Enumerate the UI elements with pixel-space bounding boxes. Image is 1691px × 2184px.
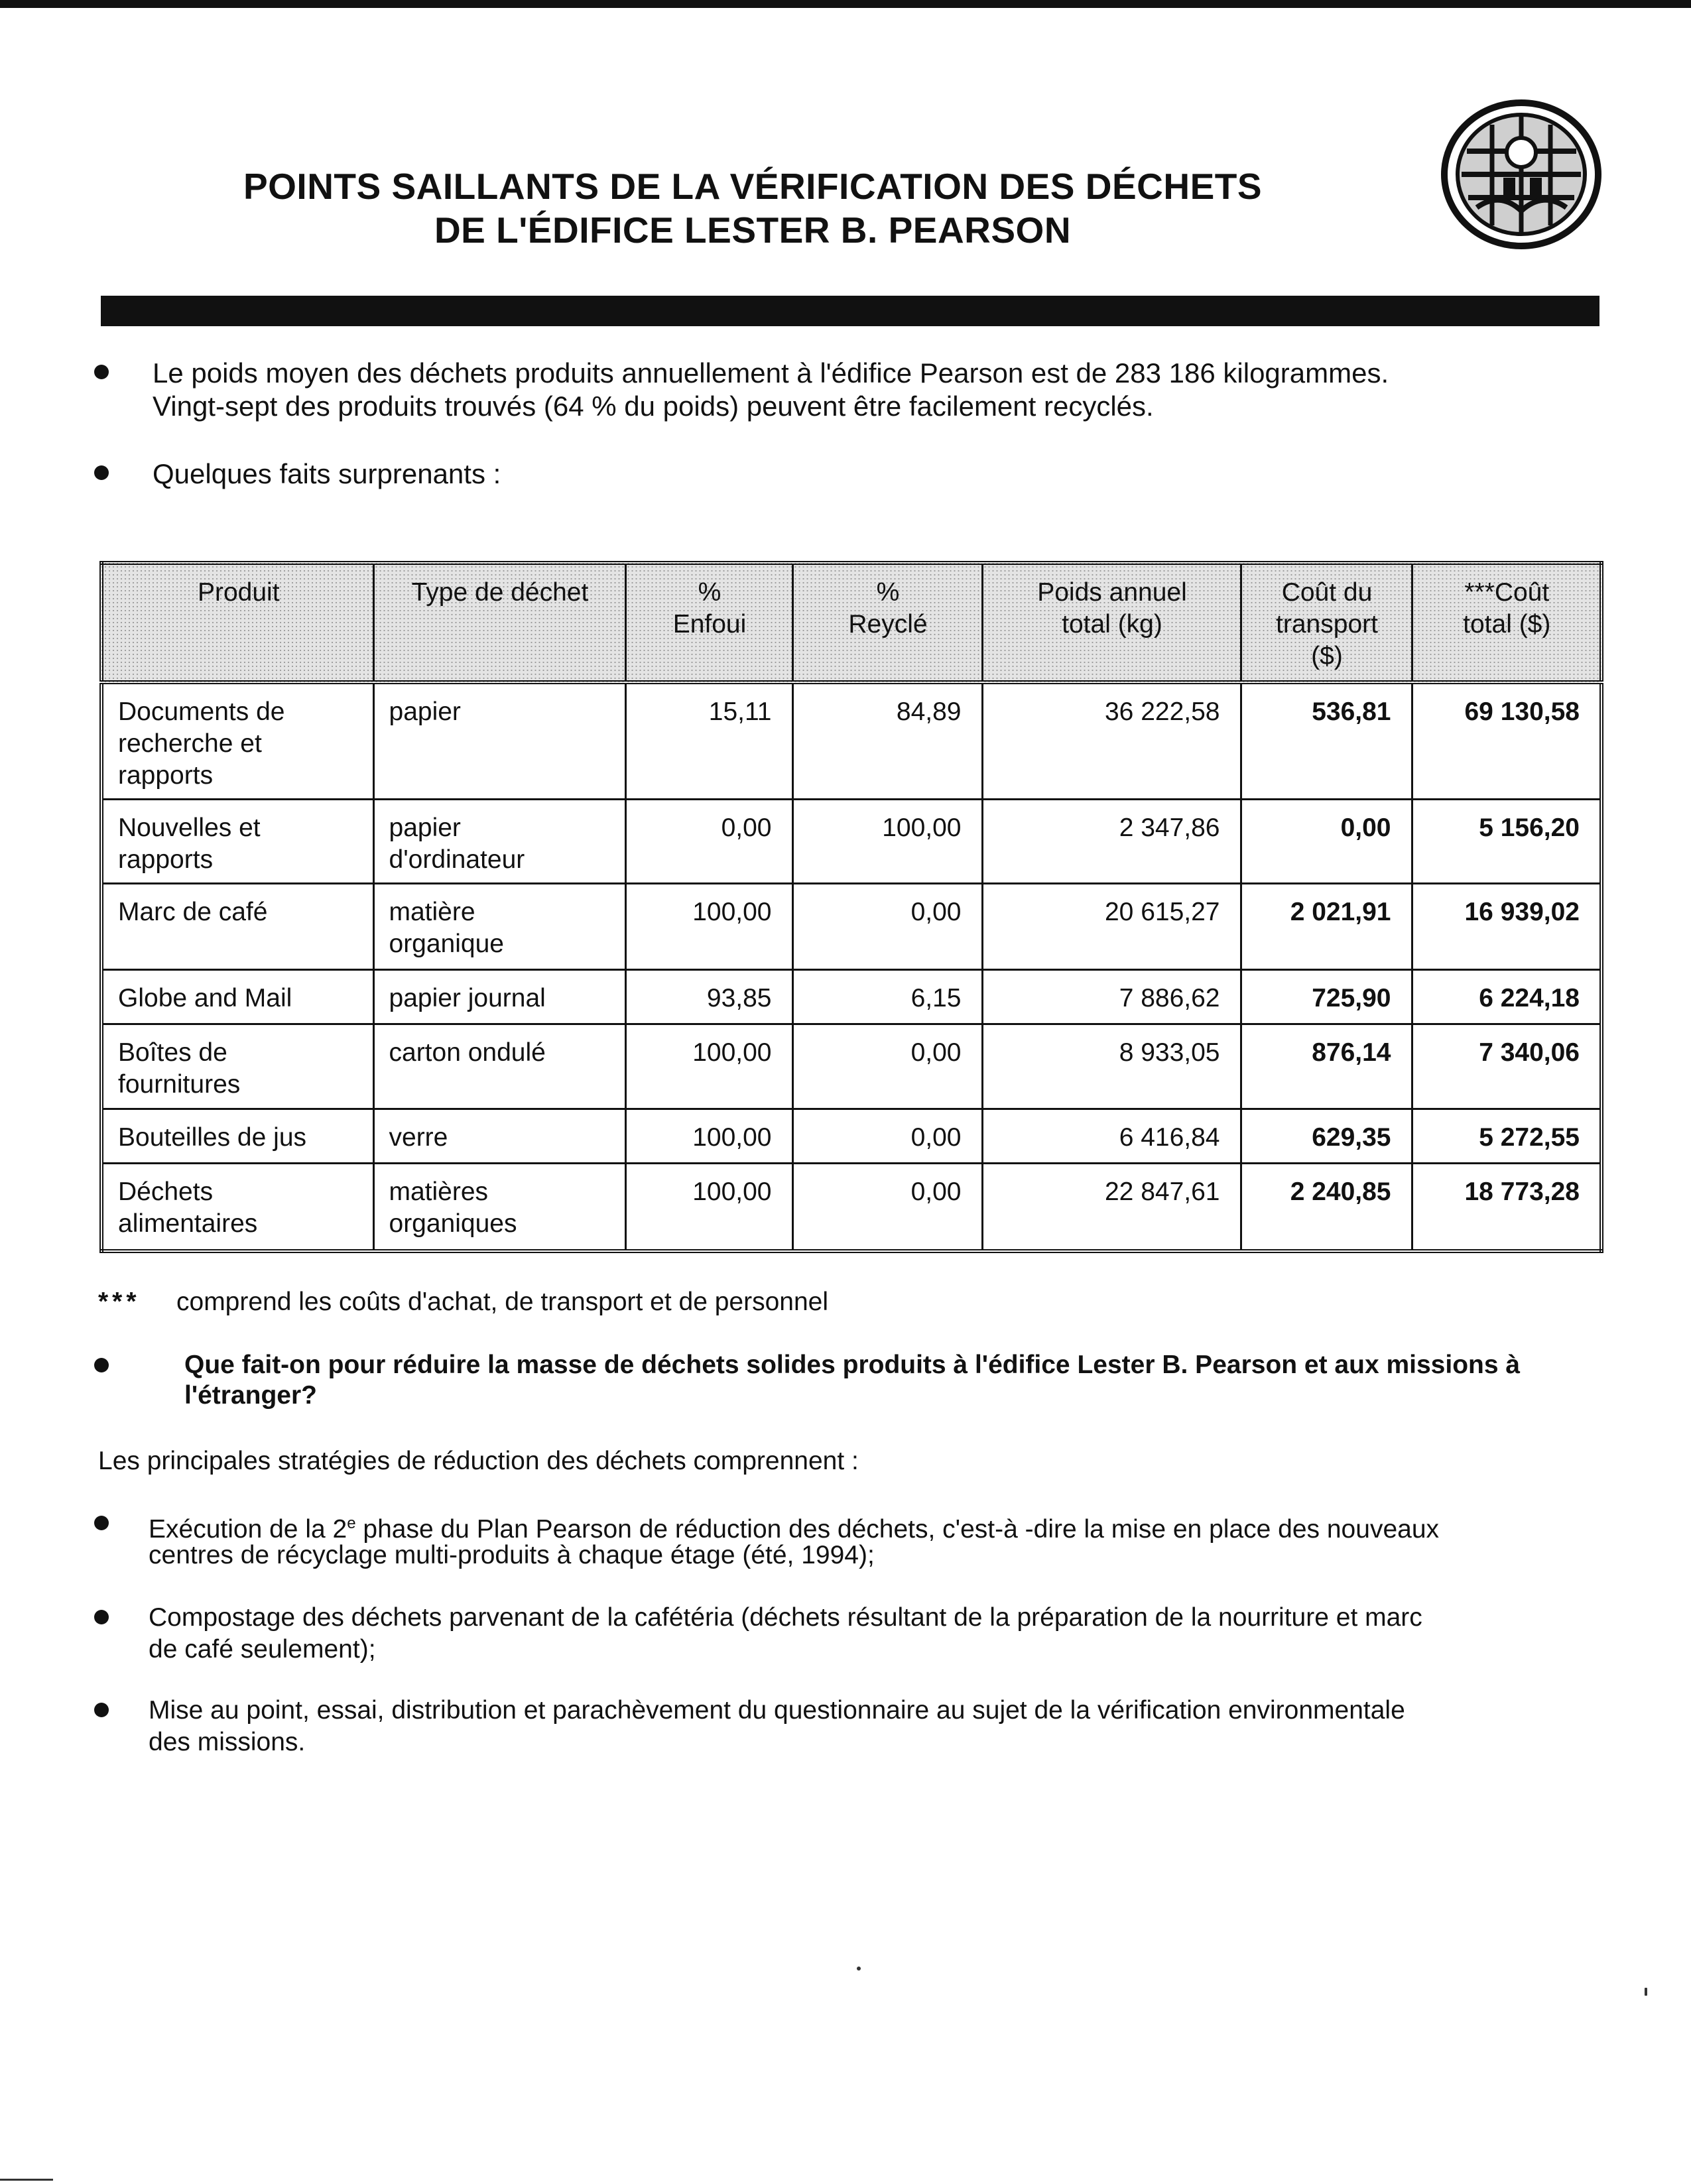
scan-speck	[1645, 1988, 1647, 1996]
strategy-3-line-2: des missions.	[149, 1728, 306, 1756]
cell-produit: Déchets alimentaires	[101, 1164, 373, 1251]
table-header-row	[101, 563, 1601, 682]
cell-transport: 629,35	[1241, 1109, 1412, 1164]
cell-poids: 20 615,27	[982, 884, 1241, 970]
scan-edge-mark	[0, 2179, 53, 2181]
table-row	[101, 884, 1601, 970]
cell-transport: 876,14	[1241, 1024, 1412, 1109]
table-row	[101, 1109, 1601, 1164]
question-line-1: Que fait-on pour réduire la masse de déchets solides produits à l'édifice Lester B. Pearson et aux missions à	[184, 1351, 1521, 1379]
cell-total: 16 939,02	[1412, 884, 1601, 970]
cell-poids: 8 933,05	[982, 1024, 1241, 1109]
cell-total: 18 773,28	[1412, 1164, 1601, 1251]
header-cout-transport: Coût du transport ($)	[1241, 563, 1412, 682]
cell-transport: 725,90	[1241, 970, 1412, 1024]
cell-total: 7 340,06	[1412, 1024, 1601, 1109]
cell-enfoui: 100,00	[625, 1164, 792, 1251]
cell-produit: Boîtes de fournitures	[101, 1024, 373, 1109]
cell-enfoui: 100,00	[625, 884, 792, 970]
header-pct-enfoui: % Enfoui	[625, 563, 792, 682]
header-cout-total: ***Coût total ($)	[1412, 563, 1601, 682]
strategy-2-line-1: Compostage des déchets parvenant de la cafétéria (déchets résultant de la préparation de la nourriture et marc	[149, 1603, 1422, 1632]
cell-produit: Marc de café	[101, 884, 373, 970]
cell-recycle: 0,00	[792, 884, 982, 970]
question-line-2: l'étranger?	[184, 1381, 317, 1410]
strategy-2-line-2: de café seulement);	[149, 1635, 376, 1664]
cell-produit: Bouteilles de jus	[101, 1109, 373, 1164]
strategies-intro: Les principales stratégies de réduction des déchets comprennent :	[98, 1447, 859, 1475]
emblem-logo	[1440, 98, 1602, 251]
cell-recycle: 84,89	[792, 682, 982, 800]
cell-poids: 22 847,61	[982, 1164, 1241, 1251]
cell-total: 5 156,20	[1412, 800, 1601, 884]
bullet-icon	[94, 1358, 109, 1372]
intro-bullet-1-line-2: Vingt-sept des produits trouvés (64 % du poids) peuvent être facilement recyclés.	[153, 391, 1154, 422]
header-type-dechet: Type de déchet	[373, 563, 625, 682]
cell-transport: 0,00	[1241, 800, 1412, 884]
bullet-icon	[94, 1610, 109, 1624]
footnote-text: comprend les coûts d'achat, de transport et de personnel	[176, 1288, 829, 1316]
table-row	[101, 1164, 1601, 1251]
cell-type: carton ondulé	[373, 1024, 625, 1109]
cell-type: verre	[373, 1109, 625, 1164]
table-footnote	[98, 1286, 828, 1318]
strategy-3-line-1: Mise au point, essai, distribution et parachèvement du questionnaire au sujet de la vérification environmentale	[149, 1696, 1405, 1725]
cell-type: papier journal	[373, 970, 625, 1024]
cell-total: 69 130,58	[1412, 682, 1601, 800]
intro-bullet-2-text: Quelques faits surprenants :	[153, 458, 501, 489]
cell-produit: Globe and Mail	[101, 970, 373, 1024]
cell-recycle: 0,00	[792, 1109, 982, 1164]
cell-type: matière organique	[373, 884, 625, 970]
header-rule	[101, 296, 1599, 326]
cell-transport: 536,81	[1241, 682, 1412, 800]
cell-recycle: 0,00	[792, 1024, 982, 1109]
intro-bullet-1-line-1: Le poids moyen des déchets produits annuellement à l'édifice Pearson est de 283 186 kilogrammes.	[153, 357, 1389, 389]
header-pct-recycle: % Reyclé	[792, 563, 982, 682]
cell-type: papier d'ordinateur	[373, 800, 625, 884]
footnote-marker: ***	[98, 1288, 141, 1316]
bullet-icon	[94, 365, 109, 379]
waste-facts-table	[99, 561, 1603, 1253]
cell-recycle: 0,00	[792, 1164, 982, 1251]
title-line-2: DE L'ÉDIFICE LESTER B. PEARSON	[434, 210, 1072, 251]
header-poids-annuel: Poids annuel total (kg)	[982, 563, 1241, 682]
cell-total: 5 272,55	[1412, 1109, 1601, 1164]
cell-recycle: 6,15	[792, 970, 982, 1024]
table-row	[101, 970, 1601, 1024]
cell-enfoui: 15,11	[625, 682, 792, 800]
cell-poids: 7 886,62	[982, 970, 1241, 1024]
cell-produit: Nouvelles et rapports	[101, 800, 373, 884]
cell-enfoui: 93,85	[625, 970, 792, 1024]
cell-produit: Documents de recherche et rapports	[101, 682, 373, 800]
cell-transport: 2 021,91	[1241, 884, 1412, 970]
cell-type: matières organiques	[373, 1164, 625, 1251]
scan-top-edge	[0, 0, 1691, 8]
cell-total: 6 224,18	[1412, 970, 1601, 1024]
table-row	[101, 682, 1601, 800]
cell-type: papier	[373, 682, 625, 800]
table-row	[101, 1024, 1601, 1109]
page-title	[0, 164, 1505, 252]
strategy-1-line-1: Exécution de la 2e phase du Plan Pearson de réduction des déchets, c'est-à -dire la mise en place des nouveaux	[149, 1514, 1440, 1544]
cell-poids: 36 222,58	[982, 682, 1241, 800]
cell-transport: 2 240,85	[1241, 1164, 1412, 1251]
bullet-icon	[94, 1516, 109, 1530]
strategy-1-line-2: centres de récyclage multi-produits à chaque étage (été, 1994);	[149, 1541, 875, 1569]
table-row	[101, 800, 1601, 884]
header-produit: Produit	[101, 563, 373, 682]
cell-poids: 2 347,86	[982, 800, 1241, 884]
cell-enfoui: 0,00	[625, 800, 792, 884]
cell-enfoui: 100,00	[625, 1109, 792, 1164]
cell-poids: 6 416,84	[982, 1109, 1241, 1164]
cell-recycle: 100,00	[792, 800, 982, 884]
cell-enfoui: 100,00	[625, 1024, 792, 1109]
bullet-icon	[94, 1703, 109, 1717]
title-line-1: POINTS SAILLANTS DE LA VÉRIFICATION DES DÉCHETS	[243, 166, 1263, 207]
bullet-icon	[94, 465, 109, 480]
scan-speck	[857, 1967, 861, 1971]
